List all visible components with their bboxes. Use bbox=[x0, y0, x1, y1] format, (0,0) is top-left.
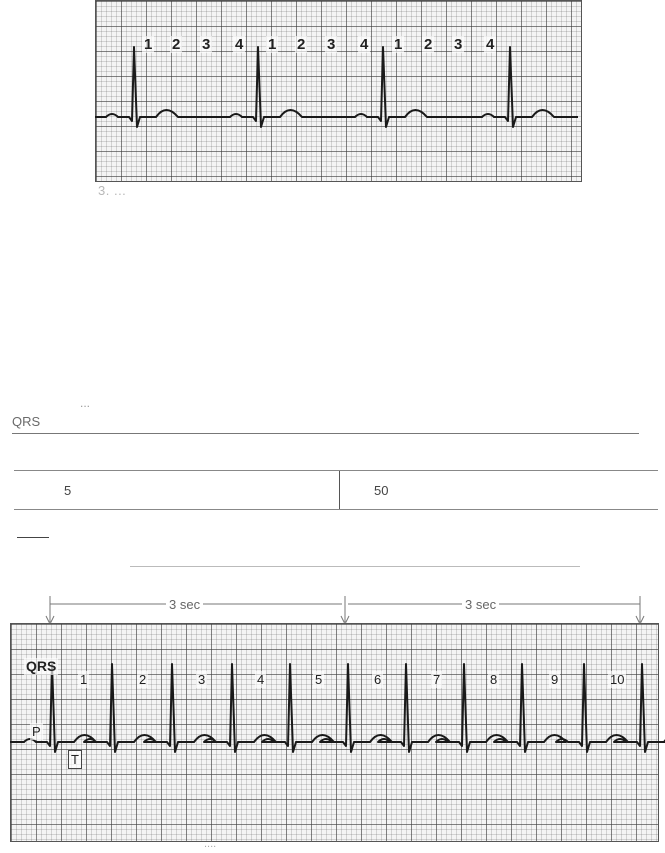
interval-label-right: 3 sec bbox=[462, 597, 499, 612]
bottom-beat-label: 6 bbox=[374, 672, 382, 687]
top-beat-label: 2 bbox=[172, 36, 181, 53]
top-beat-label: 3 bbox=[327, 36, 336, 53]
bottom-beat-label: 1 bbox=[80, 672, 88, 687]
bottom-beat-label: 9 bbox=[551, 672, 559, 687]
top-beat-label: 1 bbox=[394, 36, 403, 53]
top-beat-label: 1 bbox=[144, 36, 153, 53]
bottom-beat-label: 7 bbox=[433, 672, 441, 687]
table-cell-right-value: 50 bbox=[374, 483, 389, 498]
p-wave-label: P bbox=[32, 724, 41, 739]
top-beat-label: 4 bbox=[235, 36, 244, 53]
bottom-beat-label: 4 bbox=[257, 672, 265, 687]
t-wave-label: T bbox=[68, 750, 82, 769]
ecg-trace-bottom-line bbox=[10, 664, 665, 752]
qrs-label: QRS bbox=[26, 658, 57, 674]
table-cell-left-value: 5 bbox=[64, 483, 72, 498]
bottom-beat-label: 10 bbox=[610, 672, 625, 687]
top-beat-label: 2 bbox=[297, 36, 306, 53]
top-beat-label: 4 bbox=[360, 36, 369, 53]
top-beat-label: 3 bbox=[202, 36, 211, 53]
interval-label-left: 3 sec bbox=[166, 597, 203, 612]
bottom-beat-label: 5 bbox=[315, 672, 323, 687]
top-beat-label: 4 bbox=[486, 36, 495, 53]
bottom-beat-label: 3 bbox=[198, 672, 206, 687]
bottom-beat-label: 8 bbox=[490, 672, 498, 687]
top-beat-label: 3 bbox=[454, 36, 463, 53]
top-strip-caption: 3. ... bbox=[98, 183, 127, 198]
bottom-caption: .... bbox=[204, 838, 217, 850]
top-beat-label: 2 bbox=[424, 36, 433, 53]
faint-text-line-1: ... bbox=[80, 396, 91, 410]
top-beat-label: 1 bbox=[268, 36, 277, 53]
bottom-beat-label: 2 bbox=[139, 672, 147, 687]
faint-text-line-2-prefix: QRS bbox=[12, 414, 41, 429]
